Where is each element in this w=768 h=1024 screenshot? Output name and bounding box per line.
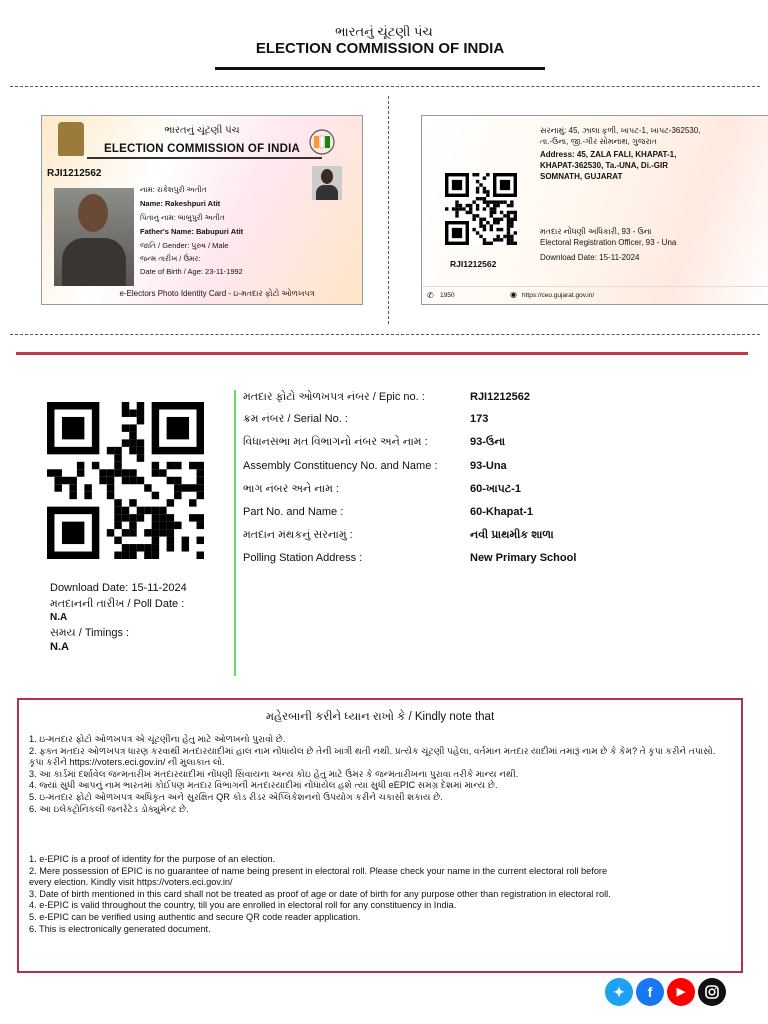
header-underline (215, 67, 545, 70)
cut-line-bottom (10, 334, 760, 335)
ero-english: Electoral Registration Officer, 93 - Una (540, 238, 677, 247)
polling-station-english-label: Polling Station Address : (243, 552, 363, 564)
photo-head (78, 194, 108, 232)
address-gujarati-line1: સરનામું: 45, ઝાલા ફળી, ખાપટ-1, ખાપટ-362530, (540, 126, 701, 135)
note-gujarati-2b: કૃપા કરીને https://voters.eci.gov.in/ ની મુલાકાત લો. (29, 757, 225, 768)
note-english-2b: every election. Kindly visit https://voters.eci.gov.in/ (29, 877, 233, 888)
card-title-gujarati: ભારતનું ચૂંટણી પંચ (164, 125, 240, 136)
instagram-glyph (698, 978, 726, 1006)
polling-station-english-value: New Primary School (470, 552, 577, 564)
note-gujarati-1: 1. ઇ-મતદાર ફોટો ઓળખપત્ર એ ચૂંટણીના હેતુ માટે ઓળખનો પુરાવો છે. (29, 734, 286, 744)
name-gujarati: નામ: રાકેશપુરી અતીત (140, 185, 207, 194)
notes-box (17, 698, 743, 973)
part-gujarati-value: 60-ખાપટ-1 (470, 483, 521, 495)
ceo-website[interactable]: https://ceo.gujarat.gov.in/ (522, 292, 595, 299)
phone-icon: ✆ (427, 291, 434, 300)
national-emblem-icon (58, 122, 84, 156)
card-title-english: ELECTION COMMISSION OF INDIA (104, 143, 300, 155)
header-title-english: ELECTION COMMISSION OF INDIA (255, 40, 505, 57)
timings-label: સમય / Timings : (50, 627, 130, 639)
serial-no-label: ક્રમ નંબર / Serial No. : (243, 413, 348, 425)
note-english-5: 5. e-EPIC can be verified using authentic and secure QR code reader application. (29, 911, 361, 922)
back-epic-number: RJI1212562 (450, 259, 497, 269)
note-english-2: 2. Mere possession of EPIC is no guarantee of name being present in electoral roll. Please check your name in the current electoral roll before (29, 865, 608, 876)
eci-logo-icon (308, 128, 336, 156)
facebook-icon[interactable]: f (636, 978, 664, 1006)
note-gujarati-4: 4. જ્યાં સુધી આપનું નામ ભારતમાં કોઈપણ મતદાર વિભાગની મતદારયાદીમાં નોંધાયેલ હશે ત્યાં સુધી eEPIC સમગ્ર દેશમાં માન્ય છે. (29, 780, 498, 791)
voter-card-front (41, 115, 363, 305)
father-name-english: Father's Name: Babupuri Atit (140, 227, 244, 236)
polling-station-gujarati-value: નવી પ્રાથમીક શાળા (470, 529, 554, 541)
helpline-number: 1950 (440, 292, 455, 299)
voter-photo (54, 188, 134, 286)
qr-code-small (442, 173, 520, 245)
dob-gujarati: જન્મ તારીખ / ઉંમર: (140, 254, 201, 263)
epic-no-label: મતદાર ફોટો ઓળખપત્ર નંબર / Epic no. : (243, 391, 425, 403)
green-divider (234, 390, 236, 676)
notes-gujarati (29, 734, 734, 815)
gender: જાતિ / Gender: પુરુષ / Male (140, 241, 229, 250)
globe-icon: ◉ (510, 290, 517, 299)
address-english-line2: KHAPAT-362530, Ta.-UNA, Di.-GIR (540, 161, 669, 170)
thumb-head (321, 169, 333, 184)
dob-english: Date of Birth / Age: 23-11-1992 (140, 267, 243, 276)
note-english-3: 3. Date of birth mentioned in this card shall not be treated as proof of age or date of birth for any purpose other than registration in electoral roll. (29, 888, 611, 899)
assembly-gujarati-value: 93-ઉના (470, 436, 506, 448)
twitter-icon[interactable]: ✦ (605, 978, 633, 1006)
card-download-date: Download Date: 15-11-2024 (540, 253, 640, 262)
notes-english (29, 854, 734, 935)
address-gujarati-line2: તા.-ઉના, જી.-ગીર સોમનાથ, ગુજરાત (540, 137, 657, 146)
assembly-english-value: 93-Una (470, 460, 507, 472)
section-divider (16, 352, 748, 355)
note-english-4: 4. e-EPIC is valid throughout the country, till you are enrolled in electoral roll for any constituency in India. (29, 900, 457, 911)
photo-body (62, 238, 126, 286)
download-date: Download Date: 15-11-2024 (50, 582, 187, 594)
note-gujarati-6: 6. આ ઇલેક્ટ્રોનિકલી જનરેટેડ ડોક્યુમેન્ટ છે. (29, 803, 189, 814)
thumb-body (316, 185, 338, 200)
voter-card-back (421, 115, 768, 305)
part-english-value: 60-Khapat-1 (470, 506, 533, 518)
timings-value: N.A (50, 641, 69, 653)
note-english-1: 1. e-EPIC is a proof of identity for the purpose of an election. (29, 854, 276, 864)
polling-station-gujarati-label: મતદાન મથકનું સરનામું : (243, 529, 353, 541)
card-back-footer (422, 286, 768, 305)
father-name-gujarati: પિતાનું નામ: બાબુપુરી અતીત (140, 213, 225, 222)
name-english: Name: Rakeshpuri Atit (140, 199, 221, 208)
card-title-underline (87, 157, 322, 159)
note-gujarati-5: 5. ઇ-મતદાર ફોટો ઓળખપત્ર અધિકૃત અને સુરક્ષિત QR કોડ રીડર એપ્લિકેશનનો ઉપયોગ કરીને ચકાસી શકાય છે. (29, 791, 443, 802)
notes-title: મહેરબાની કરીને ધ્યાન રાખો કે / Kindly note that (265, 711, 495, 723)
card-epic-number: RJI1212562 (47, 168, 102, 179)
note-gujarati-3: 3. આ કાર્ડમાં દર્શાવેલ જન્મતારીખ મતદારયાદીમાં નોંધણી સિવાયના અન્ય કોઇ હેતુ માટે ઉંમર કે જન્મતારીખના પુરાવા તરીકે માન્ય નથી. (29, 768, 519, 779)
note-gujarati-2: 2. ફક્ત મતદાર ઓળખપત્ર ધારણ કરવાથી મતદારયાદીમાં હાલ નામ નોંધાયેલ છે તેની ખાત્રી થતી નથી. પ્રત્યેક ચૂંટણી પહેલા, વર્તમાન મતદાર યાદીમાં તમારૂં નામ છે કે કેમ? તે કૃપા કરીને તપાસો. (29, 745, 716, 756)
part-english-label: Part No. and Name : (243, 506, 344, 518)
part-gujarati-label: ભાગ નંબર અને નામ : (243, 483, 339, 495)
address-english-line3: SOMNATH, GUJARAT (540, 172, 623, 181)
assembly-english-label: Assembly Constituency No. and Name : (243, 460, 438, 472)
voter-photo-thumbnail (312, 166, 342, 200)
poll-date-value: N.A (50, 612, 68, 623)
poll-date-label: મતદાનની તારીખ / Poll Date : (50, 598, 185, 610)
assembly-gujarati-label: વિધાનસભા મત વિભાગનો નંબર અને નામ : (243, 436, 428, 448)
cut-line-middle (388, 96, 389, 324)
instagram-icon[interactable] (698, 978, 726, 1006)
note-english-6: 6. This is electronically generated document. (29, 923, 211, 934)
epic-no-value: RJI1212562 (470, 391, 530, 403)
address-english-line1: Address: 45, ZALA FALI, KHAPAT-1, (540, 150, 677, 159)
serial-no-value: 173 (470, 413, 489, 425)
qr-code-large (42, 402, 209, 559)
youtube-icon[interactable]: ▶ (667, 978, 695, 1006)
ero-gujarati: મતદાર નોંધણી અધિકારી, 93 - ઉના (540, 227, 652, 236)
card-footer: e-Electors Photo Identity Card - ઇ-મતદાર ફોટો ઓળખપત્ર (119, 289, 315, 298)
cut-line-top (10, 86, 760, 87)
header-title-gujarati: ભારતનું ચૂંટણી પંચ (335, 24, 433, 39)
